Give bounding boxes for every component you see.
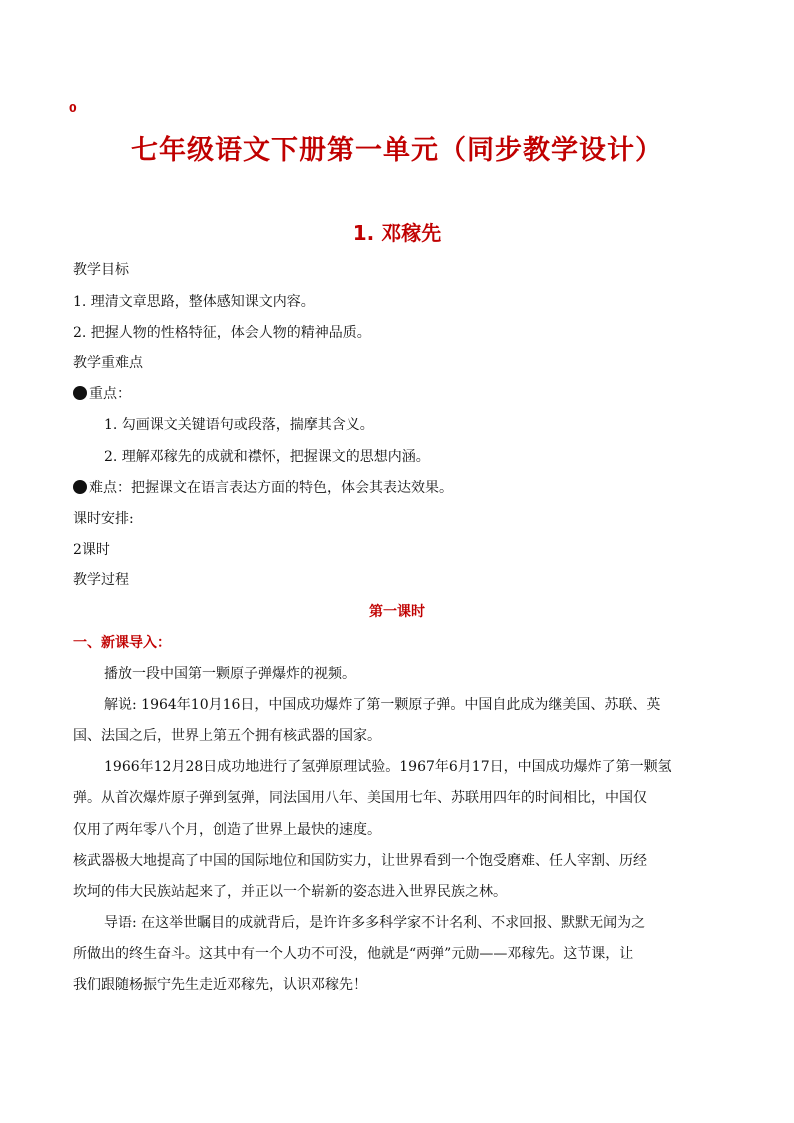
body-line: 播放一段中国第一颗原子弹爆炸的视频。 [104, 666, 356, 682]
bullet-icon [73, 386, 87, 400]
session-title: 第一课时 [369, 604, 425, 620]
lesson-title: 1. 邓稼先 [352, 221, 442, 245]
body-line: 国、法国之后，世界上第五个拥有核武器的国家。 [73, 728, 381, 744]
difficulty-label: 难点： [89, 480, 131, 496]
objectives-heading: 教学目标 [73, 262, 129, 278]
body-line: 核武器极大地提高了中国的国际地位和国防实力，让世界看到一个饱受磨难、任人宰割、历经 [73, 853, 647, 869]
body-line: 1966年12月28日成功地进行了氢弹原理试验。1967年6月17日，中国成功爆炸了第一颗氢 [104, 759, 672, 775]
body-line: 所做出的终生奋斗。这其中有一个人功不可没，他就是“两弹”元勋——邓稼先。这节课，让 [73, 946, 634, 962]
body-line: 弹。从首次爆炸原子弹到氢弹，同法国用八年、美国用七年、苏联用四年的时间相比，中国仅 [73, 790, 647, 806]
document-title: 七年级语文下册第一单元（同步教学设计） [131, 135, 663, 166]
focus-label-row [73, 384, 723, 404]
body-line: 导语: 在这举世瞩目的成就背后，是许许多多科学家不计名利、不求回报、默默无闻为之 [104, 915, 646, 931]
schedule-heading: 课时安排: [73, 511, 134, 527]
difficulty-row [73, 478, 723, 498]
section-title: 一、新课导入： [73, 635, 171, 651]
focus-label: 重点： [89, 386, 131, 402]
body-line: 我们跟随杨振宁先生走近邓稼先，认识邓稼先！ [73, 977, 367, 993]
focus-item: 2. 理解邓稼先的成就和襟怀，把握课文的思想内涵。 [104, 449, 430, 465]
body-line: 仅用了两年零八个月，创造了世界上最快的速度。 [73, 822, 381, 838]
bullet-icon [73, 480, 87, 494]
body-line: 坎坷的伟大民族站起来了，并正以一个崭新的姿态进入世界民族之林。 [73, 884, 507, 900]
objective-item: 1. 理清文章思路，整体感知课文内容。 [73, 294, 315, 310]
difficulty-text: 把握课文在语言表达方面的特色，体会其表达效果。 [131, 480, 453, 496]
focus-item: 1. 勾画课文关键语句或段落，揣摩其含义。 [104, 417, 374, 433]
body-line: 解说: 1964年10月16日，中国成功爆炸了第一颗原子弹。中国自此成为继美国、苏联、英 [104, 697, 661, 713]
objective-item: 2. 把握人物的性格特征，体会人物的精神品质。 [73, 325, 371, 341]
key-points-heading: 教学重难点 [73, 355, 143, 371]
page-marker: 0 [69, 102, 77, 115]
schedule-value: 2课时 [73, 542, 110, 558]
process-heading: 教学过程 [73, 572, 129, 588]
